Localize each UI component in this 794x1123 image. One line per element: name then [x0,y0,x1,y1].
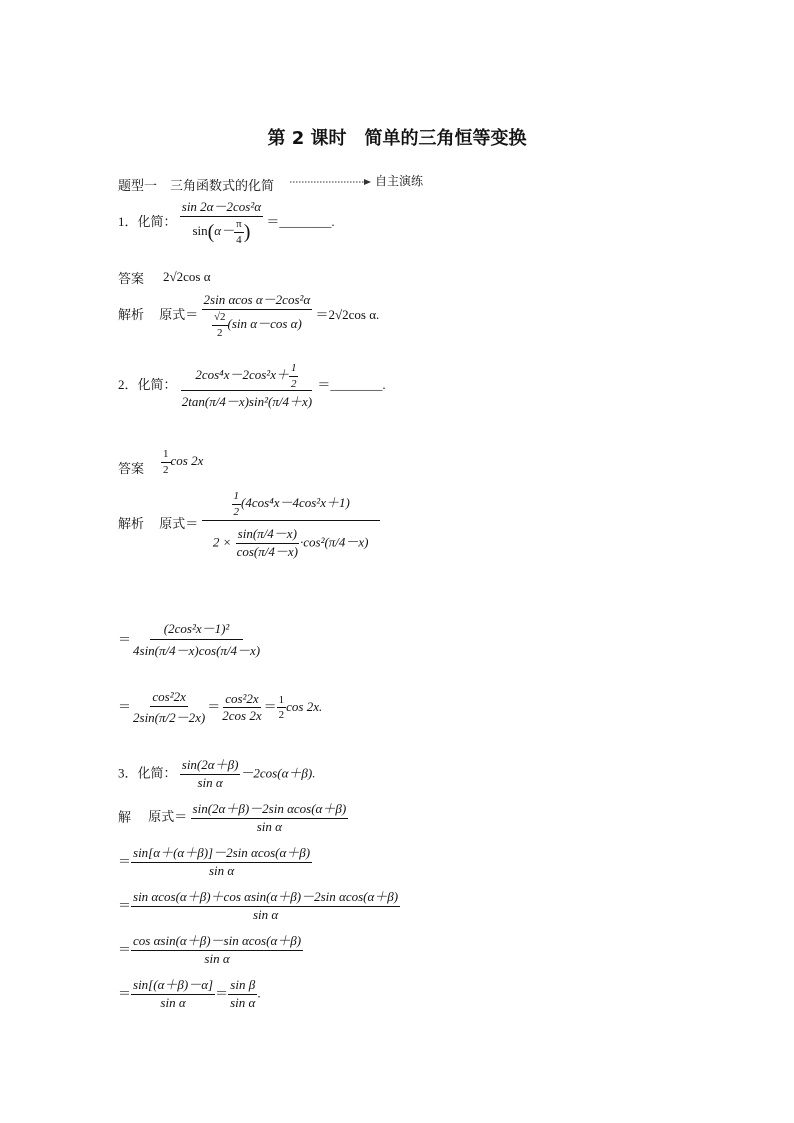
solution-3-line-1 [118,802,348,835]
dotted-arrow-icon [290,178,372,186]
s3l5-result-denominator: sin α [230,994,256,1010]
solution-label: 解 [118,810,132,826]
s3l4-denominator: sin α [204,950,230,966]
s3l4-fraction [131,934,303,967]
solution-3-line-3: ＝ $\frac{\text{sin αcos(α＋β)＋cos αsin(α＋β)－2sin αcos(α＋β)}}{\text{sin α}}$ [118,889,399,922]
section-heading: 题型一 三角函数式的化简 [118,179,275,194]
one: 1 [232,490,242,505]
s3l5-denominator: sin α [160,994,186,1010]
analysis-2-fraction-1 [202,490,380,560]
p1-tail: ＝________. [266,214,335,230]
s3l5-numerator: sin[(α＋β)－α] [131,978,215,995]
two: 2 [233,505,240,518]
problem-1 [118,200,335,246]
s3l2-denominator: sin α [208,862,235,878]
analysis-1-result: ＝2√2cos α. [315,307,380,323]
sin-term: sin(π/4－x) [236,527,299,544]
s3l3-denominator: sin α [252,906,279,922]
analysis-1-fraction [202,293,313,339]
solution-3-line-2: ＝ $\frac{\text{sin[α＋(α＋β)]－2sin αcos(α＋β)}}{\text{sin α}}$ [118,845,311,878]
two: 2 [278,709,285,722]
two: 2 [163,463,169,476]
a2s3-mid-denominator: 2cos 2x [222,708,262,724]
p1-numerator: sin 2α－2cos²α [180,200,263,217]
problem-3 [118,758,315,791]
p2-num-text: 2cos⁴x－2cos²x＋ [195,367,289,383]
cos-squared-term: ·cos²(π/4－x) [299,534,369,550]
a2s3-tail: cos 2x. [286,698,323,714]
section-tag: 自主演练 [375,174,424,188]
cos-term: cos(π/4－x) [236,544,298,560]
analysis-2-step-2: ＝ $\frac{\text{(2cos²x－1)²}}{4\sin(\pi/4-x)\cos(\pi/4-x)}$ [118,621,261,658]
one: 1 [277,694,287,709]
s3l5-end: . [257,985,261,1001]
problem-2-fraction [180,362,314,410]
s3l5-result [228,978,257,1011]
a2s3-mid-numerator: cos²2x [223,692,261,709]
a2s1-numerator [202,490,380,521]
p1-denominator [190,217,252,246]
a2s1-half [232,490,242,518]
a2s2-denominator: 4sin(π/4－x)cos(π/4－x) [133,642,261,658]
s3l4-numerator: cos αsin(α＋β)－sin αcos(α＋β) [131,934,303,951]
four-symbol: 4 [236,233,242,246]
problem-2 [118,362,386,410]
answer-2-tail: cos 2x [170,453,204,469]
sqrt2-over-2 [212,311,228,339]
a2s1-num-rest: (4cos⁴x－4cos²x＋1) [241,495,350,511]
p1-den-sin: sin [192,223,208,239]
two-times: 2 × [212,534,232,550]
problem-1-number: 1．化简： [118,214,177,230]
a2s3-denominator: 2sin(π/2－2x) [133,709,206,725]
p1-pi-over-4 [234,218,244,246]
a2s3-half [277,694,287,722]
analysis-1-numerator: 2sin αcos α－2cos²α [202,293,313,310]
s3l1-denominator: sin α [256,818,282,834]
answer-label-1: 答案 [118,272,145,287]
p3-denominator: sin α [197,774,223,790]
p3-numerator: sin(2α＋β) [180,758,241,775]
answer-2 [161,448,203,476]
pi-symbol: π [234,218,244,233]
left-paren: ( [207,221,215,244]
analysis-2-step-3: ＝ $\frac{\text{cos²2x}}{2\sin(\pi/2-2x)}$ ＝ $\frac{\text{cos²2x}}{2\cos 2x}$ ＝ $\frac{1}{2}$ cos 2x. [118,689,323,725]
a2s2-numerator: (2cos²x－1)² [150,622,244,640]
p3-tail: －2cos(α＋β). [240,765,316,781]
a2s3-mid-fraction [220,692,263,725]
sqrt2: √2 [212,311,228,326]
s3l5-fraction [131,978,215,1011]
s3l5-result-numerator: sin β [228,978,257,995]
original-label-2: 原式＝ [159,517,199,533]
p2-tail: ＝________. [317,377,386,393]
two: 2 [216,326,223,339]
answer-2-half [161,448,171,476]
solution-3-line-5: ＝ $\frac{\sin[(\alpha+\beta)-\alpha]}{\text{sin α}}$ ＝ $\frac{\text{sin β}}{\text{sin α}}$ . [118,977,261,1010]
analysis-1-den-rest: (sin α－cos α) [227,316,302,332]
original-label-3: 原式＝ [148,810,188,826]
s3l2-fraction [131,846,312,879]
p1-den-alpha: α－ [214,223,235,239]
a2s2-fraction [131,622,262,659]
p2-one-half [289,362,299,390]
page-title: 第 2 课时 简单的三角恒等变换 [267,128,527,149]
analysis-2-step-1 [118,490,380,560]
problem-1-fraction [180,200,263,246]
a2s1-denominator [211,521,371,560]
a2s3-numerator: cos²2x [150,690,188,707]
analysis-1-denominator [210,310,304,339]
s3l1-numerator: sin(2α＋β)－2sin αcos(α＋β) [191,802,349,819]
s3l2-numerator: sin[α＋(α＋β)]－2sin αcos(α＋β) [131,846,312,863]
one: 1 [161,448,171,463]
tan-fraction [235,527,300,560]
solution-3-line-4: ＝ $\frac{\text{cos αsin(α＋β)－sin αcos(α＋β)}}{\text{sin α}}$ [118,933,302,966]
answer-label-2: 答案 [118,462,145,477]
s3l3-fraction [131,890,400,923]
right-paren: ) [243,221,251,244]
two: 2 [290,377,297,390]
problem-2-number: 2．化简： [118,377,177,393]
s3l3-numerator: sin αcos(α＋β)＋cos αsin(α＋β)－2sin αcos(α＋β) [131,890,400,907]
original-label-1: 原式＝ [159,308,199,324]
analysis-1 [118,293,379,339]
p2-denominator: 2tan(π/4－x)sin²(π/4＋x) [181,394,313,410]
analysis-label-2: 解析 [118,517,145,533]
s3l1-fraction [191,802,349,835]
one: 1 [289,362,299,377]
answer-1: 2√2cos α [163,269,211,284]
analysis-label-1: 解析 [118,308,145,324]
problem-3-number: 3．化简： [118,765,177,781]
problem-3-fraction [180,758,241,791]
a2s3-fraction [131,690,207,726]
p2-numerator [181,362,312,391]
